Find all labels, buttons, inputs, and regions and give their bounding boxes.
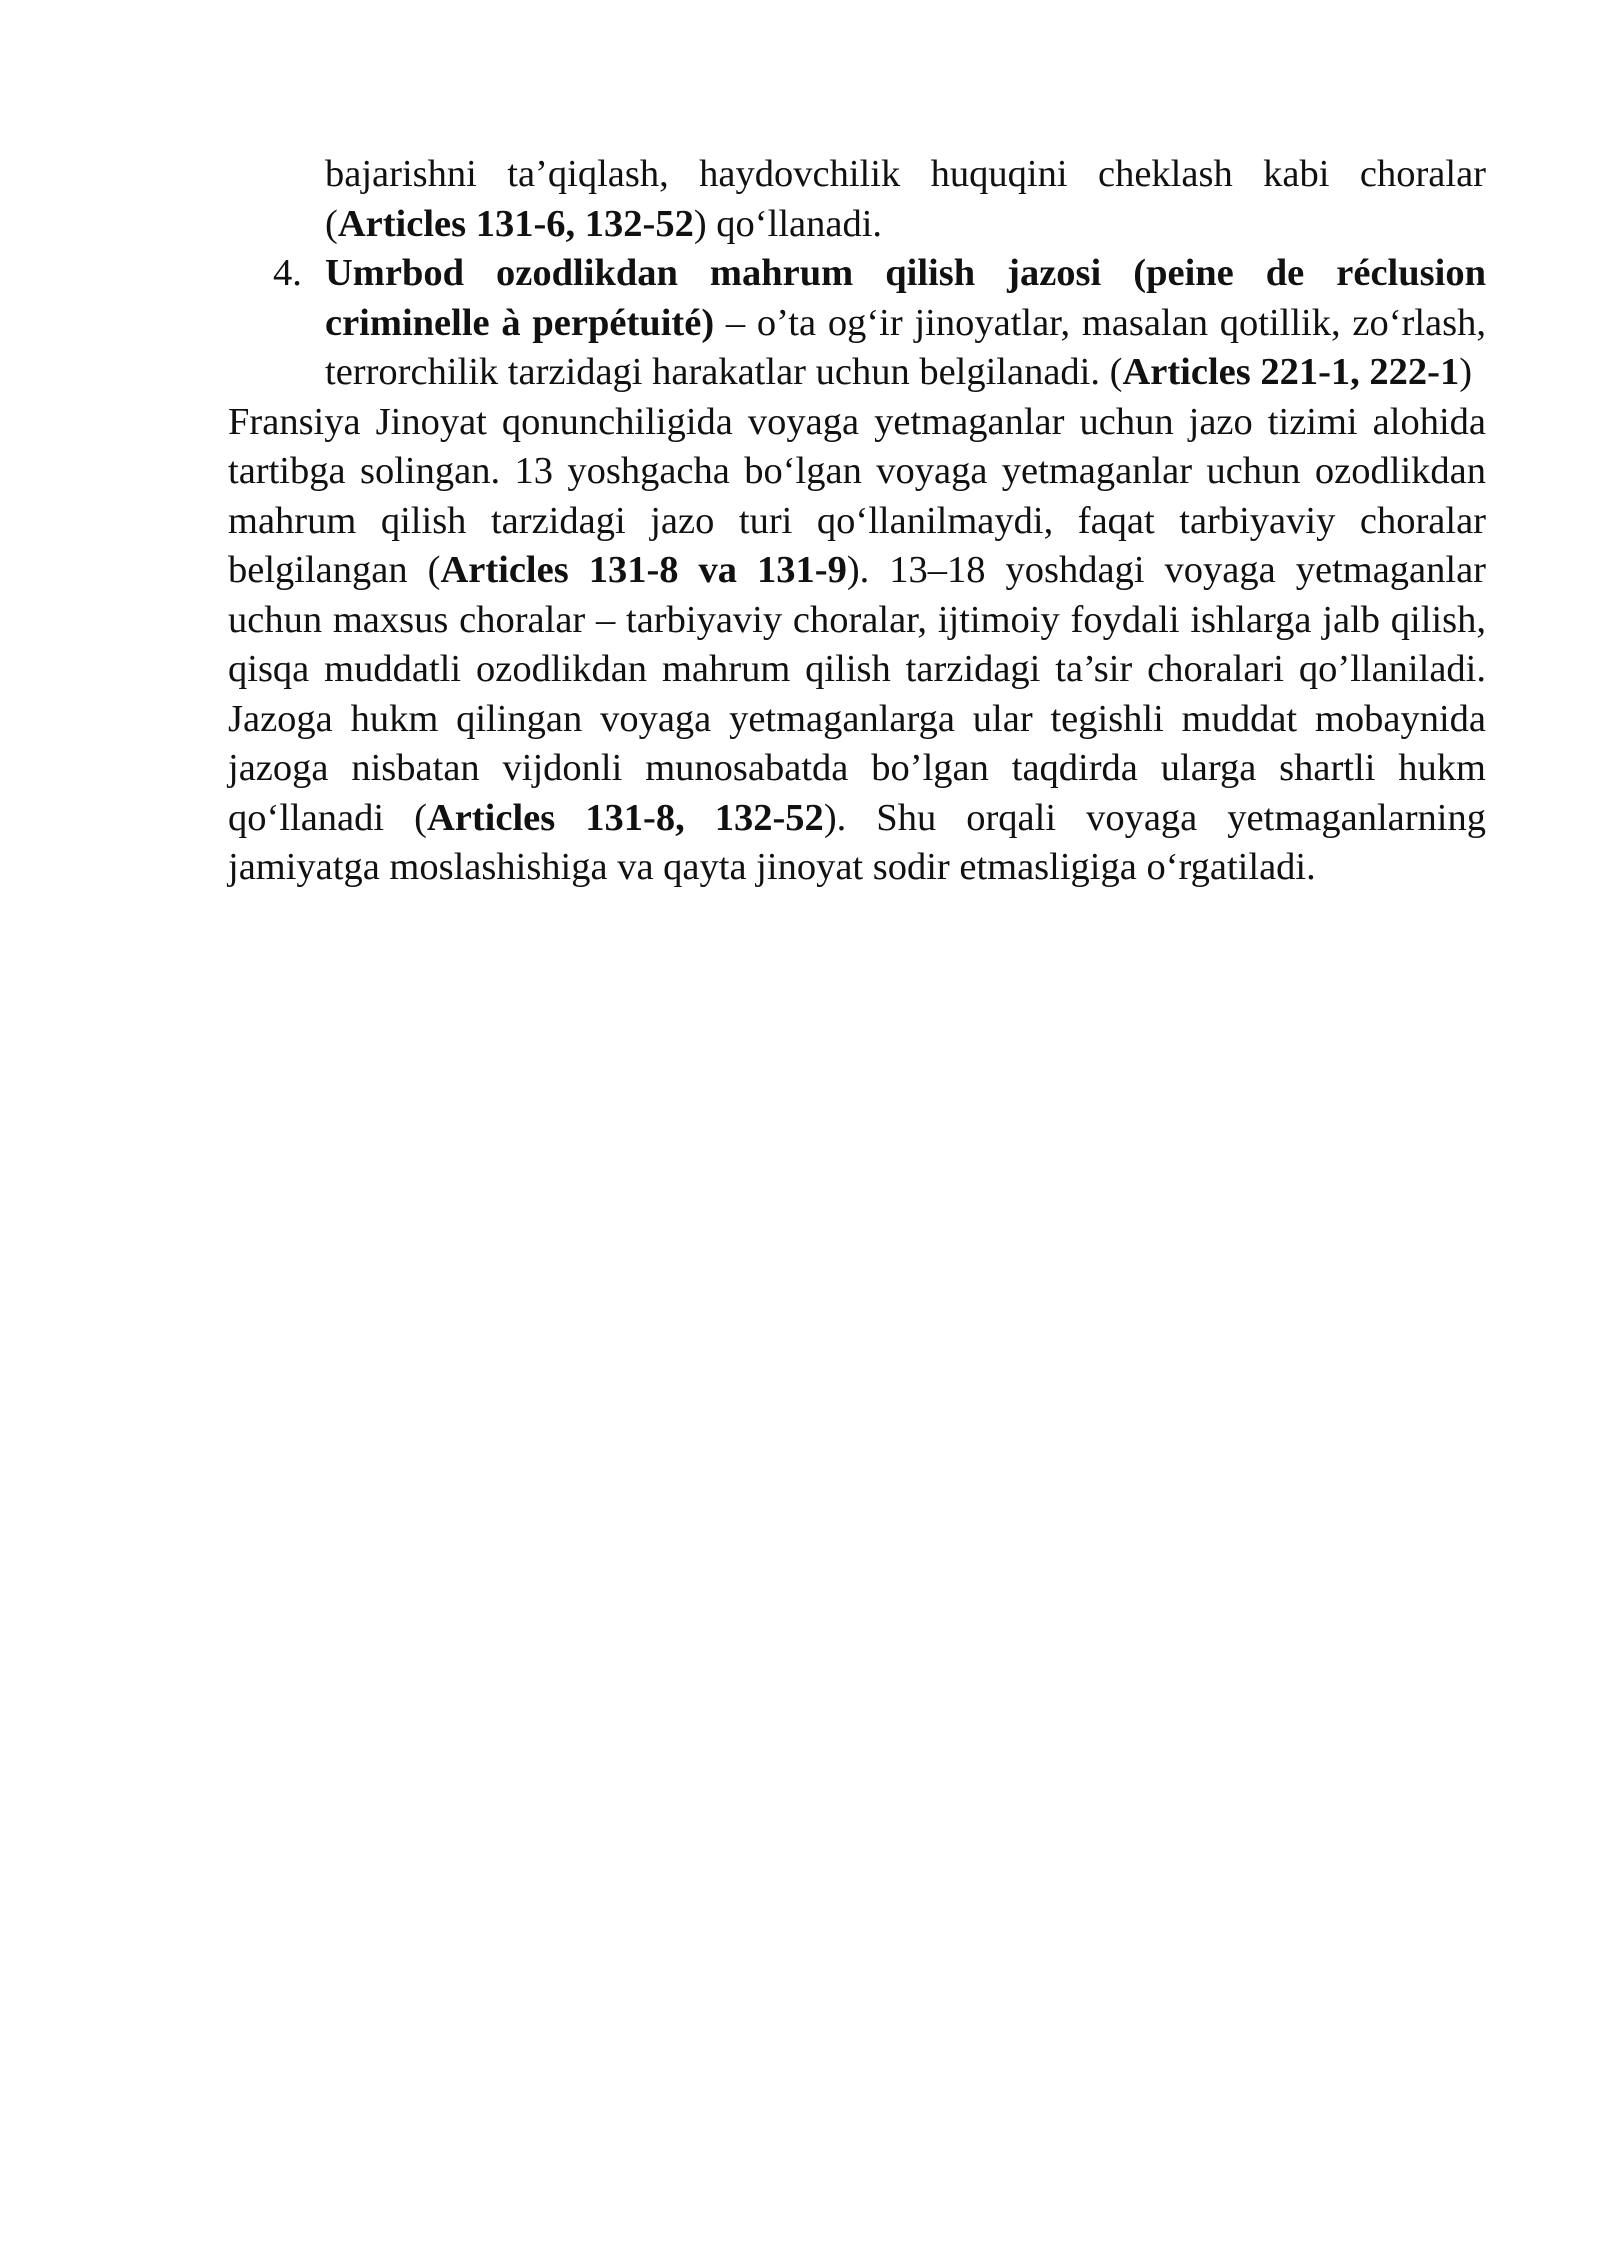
list-number: 4.: [273, 252, 302, 294]
list-item-text: – o’ta og‘ir jinoyatlar, masalan qotillik, zo‘rlash, terrorchilik tarzidagi harakatlar uchun belgilanadi. (: [325, 301, 1486, 393]
document-body: [228, 150, 1486, 893]
paragraph-text: ). Shu orqali voyaga yetmaganlarning jamiyatga moslashishiga va qayta jinoyat sodir etmasligiga o‘rgatiladi.: [228, 796, 1487, 888]
article-reference: Articles 131-6, 132-52: [337, 202, 694, 245]
list-item-text-end: ): [1459, 351, 1473, 393]
article-reference: Articles 131-8 va 131-9: [440, 549, 847, 591]
body-paragraph: [228, 398, 1486, 893]
continuation-text-end: ) qo‘llanadi.: [693, 202, 883, 245]
paragraph-text: Fransiya Jinoyat qonunchiligida voyaga yetmaganlar uchun jazo tizimi alohida tartibga solingan. 13 yoshgacha bo‘lgan voyaga yetmaganlar uchun ozodlikdan mahrum qilish tarzidagi jazo turi qo‘llanilmaydi, faqat tarbiyaviy choralar belgilangan (: [228, 400, 1486, 591]
paragraph-text: ). 13–18 yoshdagi voyaga yetmaganlar uchun maxsus choralar – tarbiyaviy choralar, ijtimoiy foydali ishlarga jalb qilish, qisqa muddatli ozodlikdan mahrum qilish tarzidagi ta’sir choralari qo’llaniladi. Jazoga hukm qilingan voyaga yetmaganlarga ular tegishli muddat mobaynida jazoga nisbatan vijdonli munosabatda bo’lgan taqdirda ularga shartli hukm qo‘llanadi (: [228, 549, 1486, 839]
list-item-4: [273, 249, 1486, 398]
article-reference: Articles 131-8, 132-52: [426, 796, 824, 839]
list-item-continuation: [325, 150, 1486, 249]
article-reference: Articles 221-1, 222-1: [1122, 351, 1460, 393]
continuation-text: bajarishni ta’qiqlash, haydovchilik huquqini cheklash kabi choralar (: [325, 153, 1486, 245]
list-item-title: Umrbod ozodlikdan mahrum qilish jazosi (peine de réclusion criminelle à perpétuité): [325, 252, 1486, 344]
